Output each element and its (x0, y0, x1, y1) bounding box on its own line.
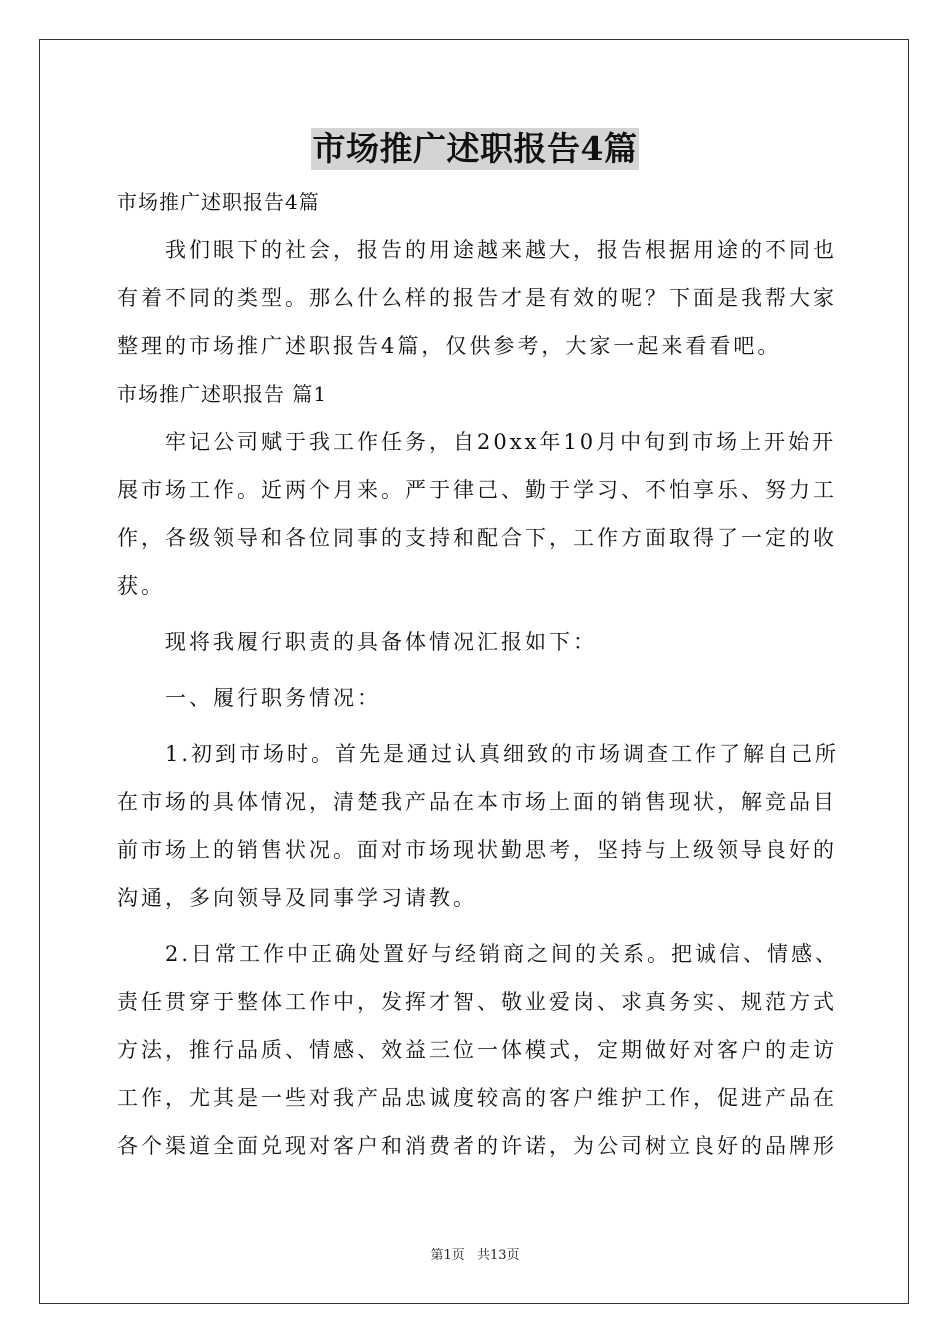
paragraph-line: 前市场上的销售状况。面对市场现状勤思考，坚持与上级领导良好的 (117, 838, 837, 862)
page-total: 共13页 (476, 1248, 520, 1263)
title-container (0, 128, 950, 170)
paragraph-line: 责任贯穿于整体工作中，发挥才智、敬业爱岗、求真务实、规范方式 (117, 990, 837, 1014)
document-body (117, 178, 840, 1170)
paragraph-line: 沟通，多向领导及同事学习请教。 (117, 886, 477, 910)
document-subtitle: 市场推广述职报告4篇 (117, 190, 320, 214)
document-title: 市场推广述职报告4篇 (312, 129, 638, 168)
paragraph-line: 牢记公司赋于我工作任务，自20xx年10月中旬到市场上开始开 (165, 430, 837, 454)
page-footer (0, 1247, 950, 1265)
paragraph-line: 作，各级领导和各位同事的支持和配合下，工作方面取得了一定的收 (117, 526, 837, 550)
paragraph-line: 1.初到市场时。首先是通过认真细致的市场调查工作了解自己所 (165, 742, 840, 766)
paragraph-4 (117, 730, 840, 922)
page-number: 第1页 (430, 1248, 465, 1263)
paragraph-line: 方法，推行品质、情感、效益三位一体模式，定期做好对客户的走访 (117, 1038, 837, 1062)
section-heading: 市场推广述职报告 篇1 (117, 382, 328, 406)
paragraph-line: 整理的市场推广述职报告4篇，仅供参考，大家一起来看看吧。 (117, 334, 782, 358)
paragraph-1 (117, 418, 837, 610)
paragraph-line: 我们眼下的社会，报告的用途越来越大，报告根据用途的不同也 (165, 238, 837, 262)
intro-paragraph (117, 226, 837, 370)
paragraph-line: 工作，尤其是一些对我产品忠诚度较高的客户维护工作，促进产品在 (117, 1086, 837, 1110)
paragraph-line: 在市场的具体情况，清楚我产品在本市场上面的销售现状，解竞品目 (117, 790, 837, 814)
paragraph-5 (117, 930, 840, 1170)
paragraph-line: 2.日常工作中正确处置好与经销商之间的关系。把诚信、情感、 (165, 942, 840, 966)
paragraph-line: 各个渠道全面兑现对客户和消费者的许诺，为公司树立良好的品牌形 (117, 1134, 837, 1158)
paragraph-2: 现将我履行职责的具备体情况汇报如下： (165, 630, 597, 654)
paragraph-line: 获。 (117, 574, 165, 598)
paragraph-line: 有着不同的类型。那么什么样的报告才是有效的呢？下面是我帮大家 (117, 286, 837, 310)
paragraph-3: 一、履行职务情况： (165, 686, 381, 710)
paragraph-line: 展市场工作。近两个月来。严于律己、勤于学习、不怕享乐、努力工 (117, 478, 837, 502)
